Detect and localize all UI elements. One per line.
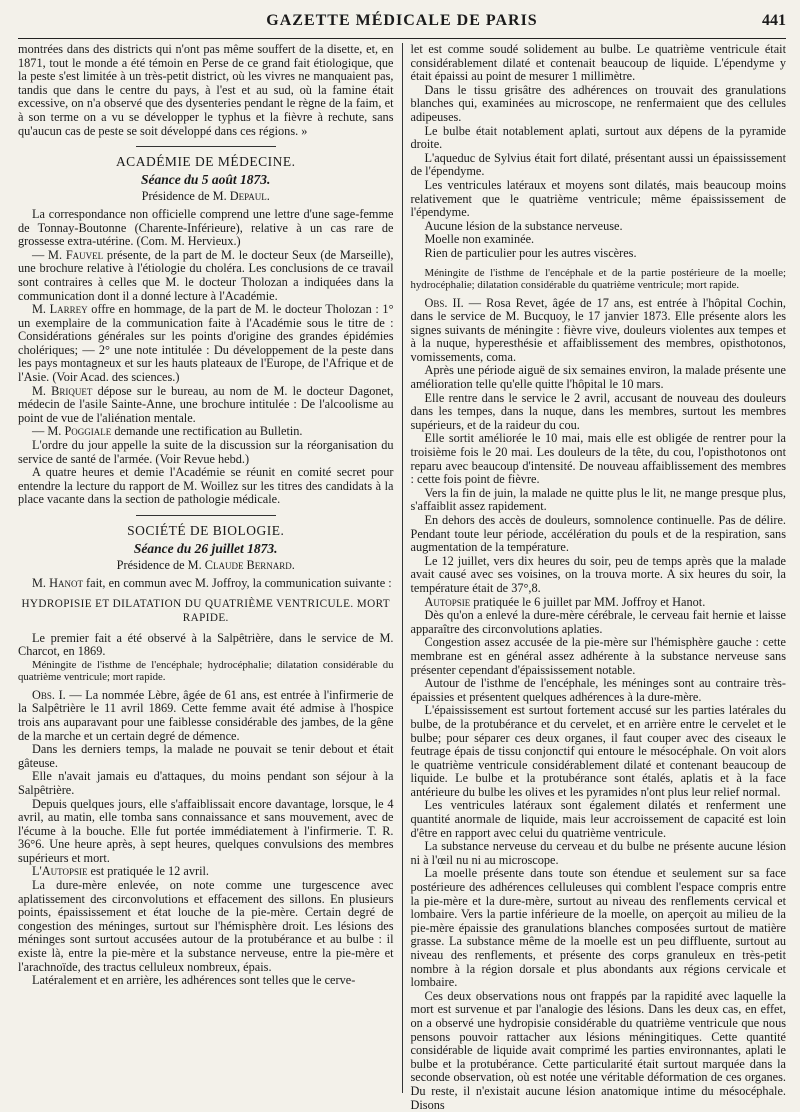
academie-seance: Séance du 5 août 1873. <box>141 171 271 187</box>
academie-paragraph: La correspondance non officielle comprend une lettre d'une sage-femme de Tonnay-Boutonne (Charente-Inférieure), relative à un cas rare de grossesse extra-utérine. (Com. M. Hervieux.) <box>18 206 394 249</box>
section-divider <box>136 146 276 147</box>
journal-title: GAZETTE MÉDICALE DE PARIS <box>266 12 538 29</box>
case-summary: Méningite de l'isthme de l'encéphale; hydrocéphalie; dilatation considérable du quatrième ventricule; mort rapide. <box>18 658 394 683</box>
body-paragraph: Ces deux observations nous ont frappés par la rapidité avec laquelle la mort est survenue et par l'analogie des lésions. Dans les deux cas, en effet, on a observé une hydropisie considérable du quatrième ventricule que nous pensons pouvoir rattacher aux lésions méningitiques. Cette quantité considérable de liquide avait comprimé les parties environnantes, aplati le bulbe et la protubérance. Cette particularité était surtout marquée dans la seconde observation, où est notée une véritable déformation de ces organes. Du reste, il n'existait aucune lésion anatomique intime du mésocéphale. Disons <box>410 988 786 1112</box>
page-number: 441 <box>761 12 786 29</box>
body-paragraph: Aucune lésion de la substance nerveuse. <box>424 218 623 233</box>
body-paragraph: Les ventricules latéraux sont également dilatés et renferment une quantité anormale de liquide, mais leur accroissement de capacité est loin d'être en rapport avec celui du quatrième ventricule. <box>410 798 786 840</box>
running-head <box>18 12 786 39</box>
body-paragraph: La substance nerveuse du cerveau et du bulbe ne présente aucune lésion ni à l'œil nu ni au microscope. <box>410 839 786 867</box>
academie-presidence: Présidence de M. Depaul. <box>141 189 270 204</box>
observation-paragraph: Obs. II. — Rosa Revet, âgée de 17 ans, est entrée à l'hôpital Cochin, dans le service de M. Bucquoy, le 17 janvier 1873. Elle présente alors les signes suivants de méningite : fièvre vive, douleurs violentes aux tempes et à la nuque, hyperesthésie et affaiblissement des membres, opisthotonos, vomissements, coma. <box>410 295 786 364</box>
body-paragraph: Elle sortit améliorée le 10 mai, mais elle est obligée de rentrer pour la troisième fois le 20 mai. Les douleurs de la tête, du cou, l'opisthotonos ont reparu avec beaucoup d'intensité. De nouveau affaiblissement des membres : cette fois point de fièvre. <box>410 431 786 487</box>
academie-paragraph: M. Larrey offre en hommage, de la part de M. le docteur Tholozan : 1° un exemplaire de la communication faite à l'Académie sous le titre de : Considérations générales sur les points d'origine des grandes épidémies cholériques; — 2° une note intitulée : Du développement de la peste dans les pays montagneux et sur les hauts plateaux de l'Europe, de l'Afrique et de l'Asie. (Voir Acad. des sciences.) <box>18 302 394 385</box>
communication-subtitle: HYDROPISIE ET DILATATION DU QUATRIÈME VENTRICULE. MORT RAPIDE. <box>21 598 391 624</box>
body-paragraph: Vers la fin de juin, la malade ne quitte plus le lit, ne mange presque plus, s'affaiblit assez rapidement. <box>410 485 786 514</box>
body-paragraph: Le 12 juillet, vers dix heures du soir, peu de temps après que la malade avait causé avec ses voisines, on la trouva morte. A six heures du soir, la température était de 37°,8. <box>410 553 786 595</box>
body-paragraph: let est comme soudé solidement au bulbe. Le quatrième ventricule était considérablement dilaté et contenait beaucoup de liquide. L'épendyme y était épaissi au point de mesurer 1 millimètre. <box>410 42 786 84</box>
body-paragraph: Dès qu'on a enlevé la dure-mère cérébrale, le cerveau fait hernie et laisse apparaître des circonvolutions aplaties. <box>410 608 786 636</box>
president-name: Depaul. <box>229 189 270 204</box>
body-paragraph: Dans le tissu grisâtre des adhérences on trouvait des granulations blanches qui, examinées au microscope, ne renfermaient que des cellules adipeuses. <box>410 82 786 124</box>
societe-seance: Séance du 26 juillet 1873. <box>133 540 278 556</box>
observation-paragraph: La dure-mère enlevée, on note comme une turgescence avec aplatissement des circonvolutions et effacement des sillons. En plusieurs points, épaississement et état louche de la pie-mère. Certain degré de congestion des méninges, surtout sur l'hémisphère droit. Les lésions des méninges sont surtout accusées autour de la protubérance et au bulbe : il existe là, entre la pie-mère et la substance nerveuse, entre la pie-mère et l'arachnoïde, des tractus celluleux nombreux, épais. <box>18 878 394 974</box>
body-paragraph: Rien de particulier pour les autres viscères. <box>424 245 637 260</box>
academie-paragraph: M. Briquet dépose sur le bureau, au nom de M. le docteur Dagonet, médecin de l'asile Sainte-Anne, une brochure intitulée : De l'alcoolisme au point de vue de l'aliénation mentale. <box>18 383 394 425</box>
academie-paragraph: — M. Fauvel présente, de la part de M. le docteur Seux (de Marseille), une brochure relative à l'étiologie du choléra. Les conclusions de ce travail sont contraires à celles que M. le docteur Tholozan a indiquées dans la communication dont il a donné lecture à l'Académie. <box>18 247 394 303</box>
observation-paragraph: L'Autopsie est pratiquée le 12 avril. <box>32 864 210 879</box>
right-column <box>402 42 787 1112</box>
body-paragraph: Les ventricules latéraux et moyens sont dilatés, mais beaucoup moins relativement que le quatrième ventricule; même épaississement de l'épendyme. <box>410 177 786 220</box>
body-paragraph: Autour de l'isthme de l'encéphale, les méninges sont au contraire très-épaissies et présentent quelques adhérences à la dure-mère. <box>410 676 786 704</box>
body-paragraph: Congestion assez accusée de la pie-mère sur l'hémisphère gauche : cette membrane est en général assez adhérente à la substance nerveuse sans présenter cependant d'épaississement notable. <box>410 635 786 677</box>
body-paragraph: En dehors des accès de douleurs, somnolence continuelle. Pas de délire. Pendant toute leur période, accélération du pouls et de la respiration, sans augmentation de la température. <box>410 513 786 555</box>
academie-paragraph: L'ordre du jour appelle la suite de la discussion sur la réorganisation du service de santé de l'armée. (Voir Revue hebd.) <box>18 438 394 466</box>
observation-paragraph: Dans les derniers temps, la malade ne pouvait se tenir debout et était gâteuse. <box>18 742 394 770</box>
columns <box>18 42 786 1112</box>
body-paragraph: L'épaississement est surtout fortement accusé sur les parties latérales du bulbe, de la protubérance et du cervelet, et en arrière entre le cervelet et le bulbe; pour séparer ces deux organes, il faut couper avec des ciseaux le feutrage épais de tissu conjonctif qui entoure le mésocéphale. On voit alors le quatrième ventricule considérablement dilaté et contenant beaucoup de liquide. Le bulbe et la protubérance sont étalés, aplatis et à la face antérieure du bulbe les olives et les pyramides n'ont plus leur relief normal. <box>410 703 786 799</box>
left-column <box>18 43 402 1093</box>
observation-paragraph: Depuis quelques jours, elle s'affaiblissait encore davantage, lorsque, le 4 avril, au matin, elle tomba sans connaissance et sans mouvement, avec de l'écume à la bouche. Elle fut portée immédiatement à l'infirmerie. T. R. 36°6. Une heure après, à sept heures, quelques convulsions des membres supérieurs et mort. <box>18 796 394 865</box>
intro-paragraph: montrées dans des districts qui n'ont pas même souffert de la disette, et, en 1871, tout le monde a été témoin en Perse de ce grand fait étiologique, que la peste s'est limitée à un très-petit district, où les vivres ne manquaient pas, tandis que dans le centre du pays, à l'est et au sud, où la famine était excessive, on n'a observé que des dysenteries pendant le règne de la faim, et à son terme on a vu se développer le typhus et la fièvre à rechute, sans qu'aucun cas de peste se soit développé dans ces régions. » <box>18 42 394 138</box>
body-paragraph: Elle rentre dans le service le 2 avril, accusant de nouveau des douleurs dans les tempes, dans la nuque, dans les membres, surtout les membres supérieurs, et de la raideur du cou. <box>410 390 786 432</box>
societe-paragraph: Le premier fait a été observé à la Salpêtrière, dans le service de M. Charcot, en 1869. <box>18 630 394 659</box>
academie-paragraph: A quatre heures et demie l'Académie se réunit en comité secret pour entendre la lecture du rapport de M. Woillez sur les titres des candidats à la place vacante dans la section de pathologie médicale. <box>18 465 394 507</box>
academie-title: ACADÉMIE DE MÉDECINE. <box>115 154 296 170</box>
body-paragraph: La moelle présente dans toute son étendue et seulement sur sa face postérieure des adhérences celluleuses qui comblent l'espace compris entre la pie-mère et la dure-mère, surtout au niveau des renflements cervical et lombaire. Vers la partie inférieure de la moelle, on aperçoit au milieu de la pie-mère épaissie des granulations blanches composées surtout de matière grasse. La substance même de la moelle est un peu diffluente, surtout au niveau des renflements, et présente des corps granuleux en très-petit nombre à la région dorsale et plus abondants aux régions cervicale et lombaire. <box>410 866 786 990</box>
section-divider <box>136 515 276 516</box>
observation-paragraph: Latéralement et en arrière, les adhérences sont telles que le cerve- <box>32 973 356 988</box>
societe-paragraph: M. Hanot fait, en commun avec M. Joffroy, la communication suivante : <box>32 575 392 590</box>
body-paragraph: Après une période aiguë de six semaines environ, la malade présente une amélioration telle qu'elle quitte l'hôpital le 10 mars. <box>410 363 786 392</box>
president-name: Claude Bernard. <box>204 558 295 573</box>
societe-presidence: Présidence de M. Claude Bernard. <box>116 558 295 573</box>
observation-paragraph: Elle n'avait jamais eu d'attaques, du moins pendant son séjour à la Salpêtrière. <box>18 769 394 797</box>
body-paragraph: Le bulbe était notablement aplati, surtout aux dépens de la pyramide droite. <box>410 123 786 152</box>
societe-title: SOCIÉTÉ DE BIOLOGIE. <box>127 523 285 538</box>
body-paragraph: L'aqueduc de Sylvius était fort dilaté, présentant aussi un épaississement de l'épendyme. <box>410 150 786 179</box>
body-paragraph: Moelle non examinée. <box>424 232 535 247</box>
case-summary: Méningite de l'isthme de l'encéphale et de la partie postérieure de la moelle; hydrocéphalie; dilatation considérable du quatrième ventricule; mort rapide. <box>410 266 786 291</box>
body-paragraph: Autopsie pratiquée le 6 juillet par MM. Joffroy et Hanot. <box>424 594 706 609</box>
observation-paragraph: Obs. I. — La nommée Lèbre, âgée de 61 ans, est entrée à l'infirmerie de la Salpêtrière le 11 avril 1869. Cette femme avait été admise à l'hospice trois ans auparavant pour une faiblesse considérable des jambes, de la gêne de la marche et un certain degré de démence. <box>18 687 394 743</box>
academie-paragraph: — M. Poggiale demande une rectification au Bulletin. <box>32 424 303 439</box>
